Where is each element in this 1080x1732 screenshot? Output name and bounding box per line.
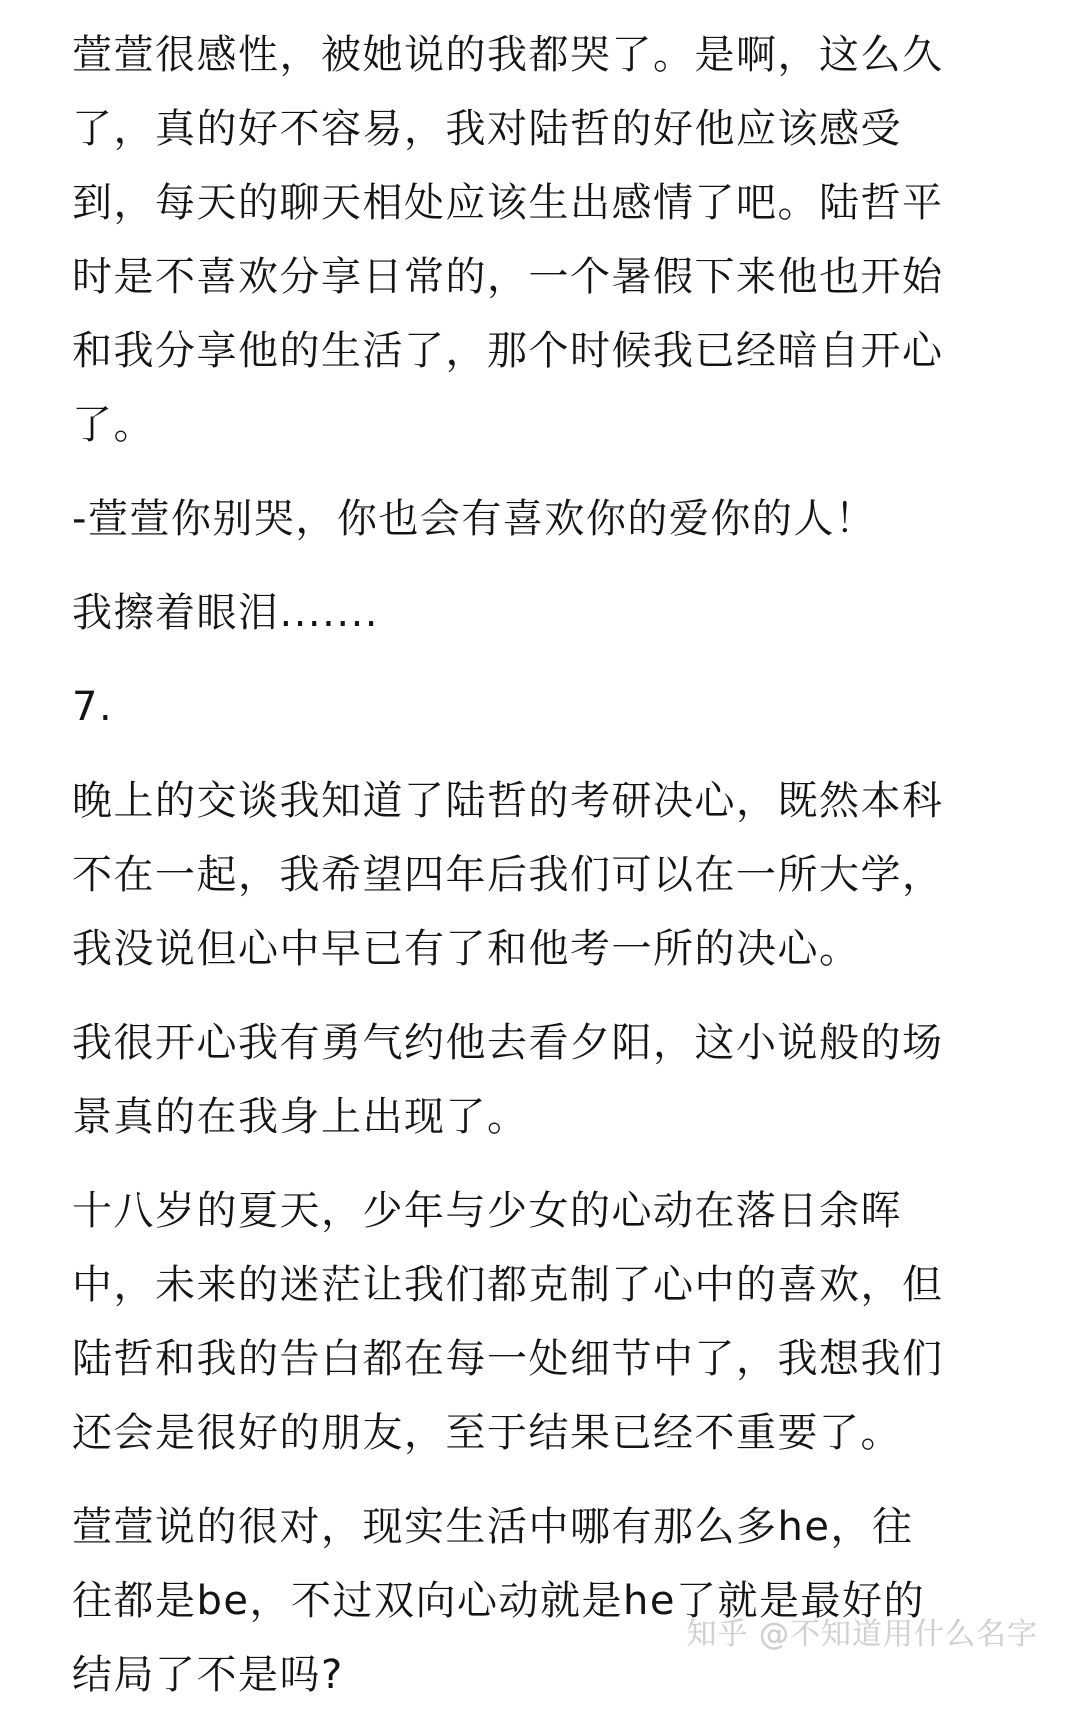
zhihu-watermark: 知乎 @不知道用什么名字	[686, 1617, 1038, 1652]
paragraph: 萱萱很感性，被她说的我都哭了。是啊，这么久了，真的好不容易，我对陆哲的好他应该感受到，每天的聊天相处应该生出感情了吧。陆哲平时是不喜欢分享日常的，一个暑假下来他也开始和我分享他的生活了，那个时候我已经暗自开心了。	[72, 32, 944, 448]
section-number: 7.	[72, 684, 114, 730]
paragraph: 萱萱说的很对，现实生活中哪有那么多he，往往都是be，不过双向心动就是he了就是最好的结局了不是吗?	[72, 1504, 925, 1698]
paragraph: 我擦着眼泪.......	[72, 590, 380, 636]
paragraph: 晚上的交谈我知道了陆哲的考研决心，既然本科不在一起，我希望四年后我们可以在一所大学，我没说但心中早已有了和他考一所的决心。	[72, 778, 944, 972]
paragraph: 我很开心我有勇气约他去看夕阳，这小说般的场景真的在我身上出现了。	[72, 1020, 944, 1140]
paragraph: -萱萱你别哭，你也会有喜欢你的爱你的人！	[72, 496, 877, 542]
paragraph: 十八岁的夏天，少年与少女的心动在落日余晖中，未来的迷茫让我们都克制了心中的喜欢，但陆哲和我的告白都在每一处细节中了，我想我们还会是很好的朋友，至于结果已经不重要了。	[72, 1188, 944, 1456]
article-body	[72, 18, 952, 1732]
